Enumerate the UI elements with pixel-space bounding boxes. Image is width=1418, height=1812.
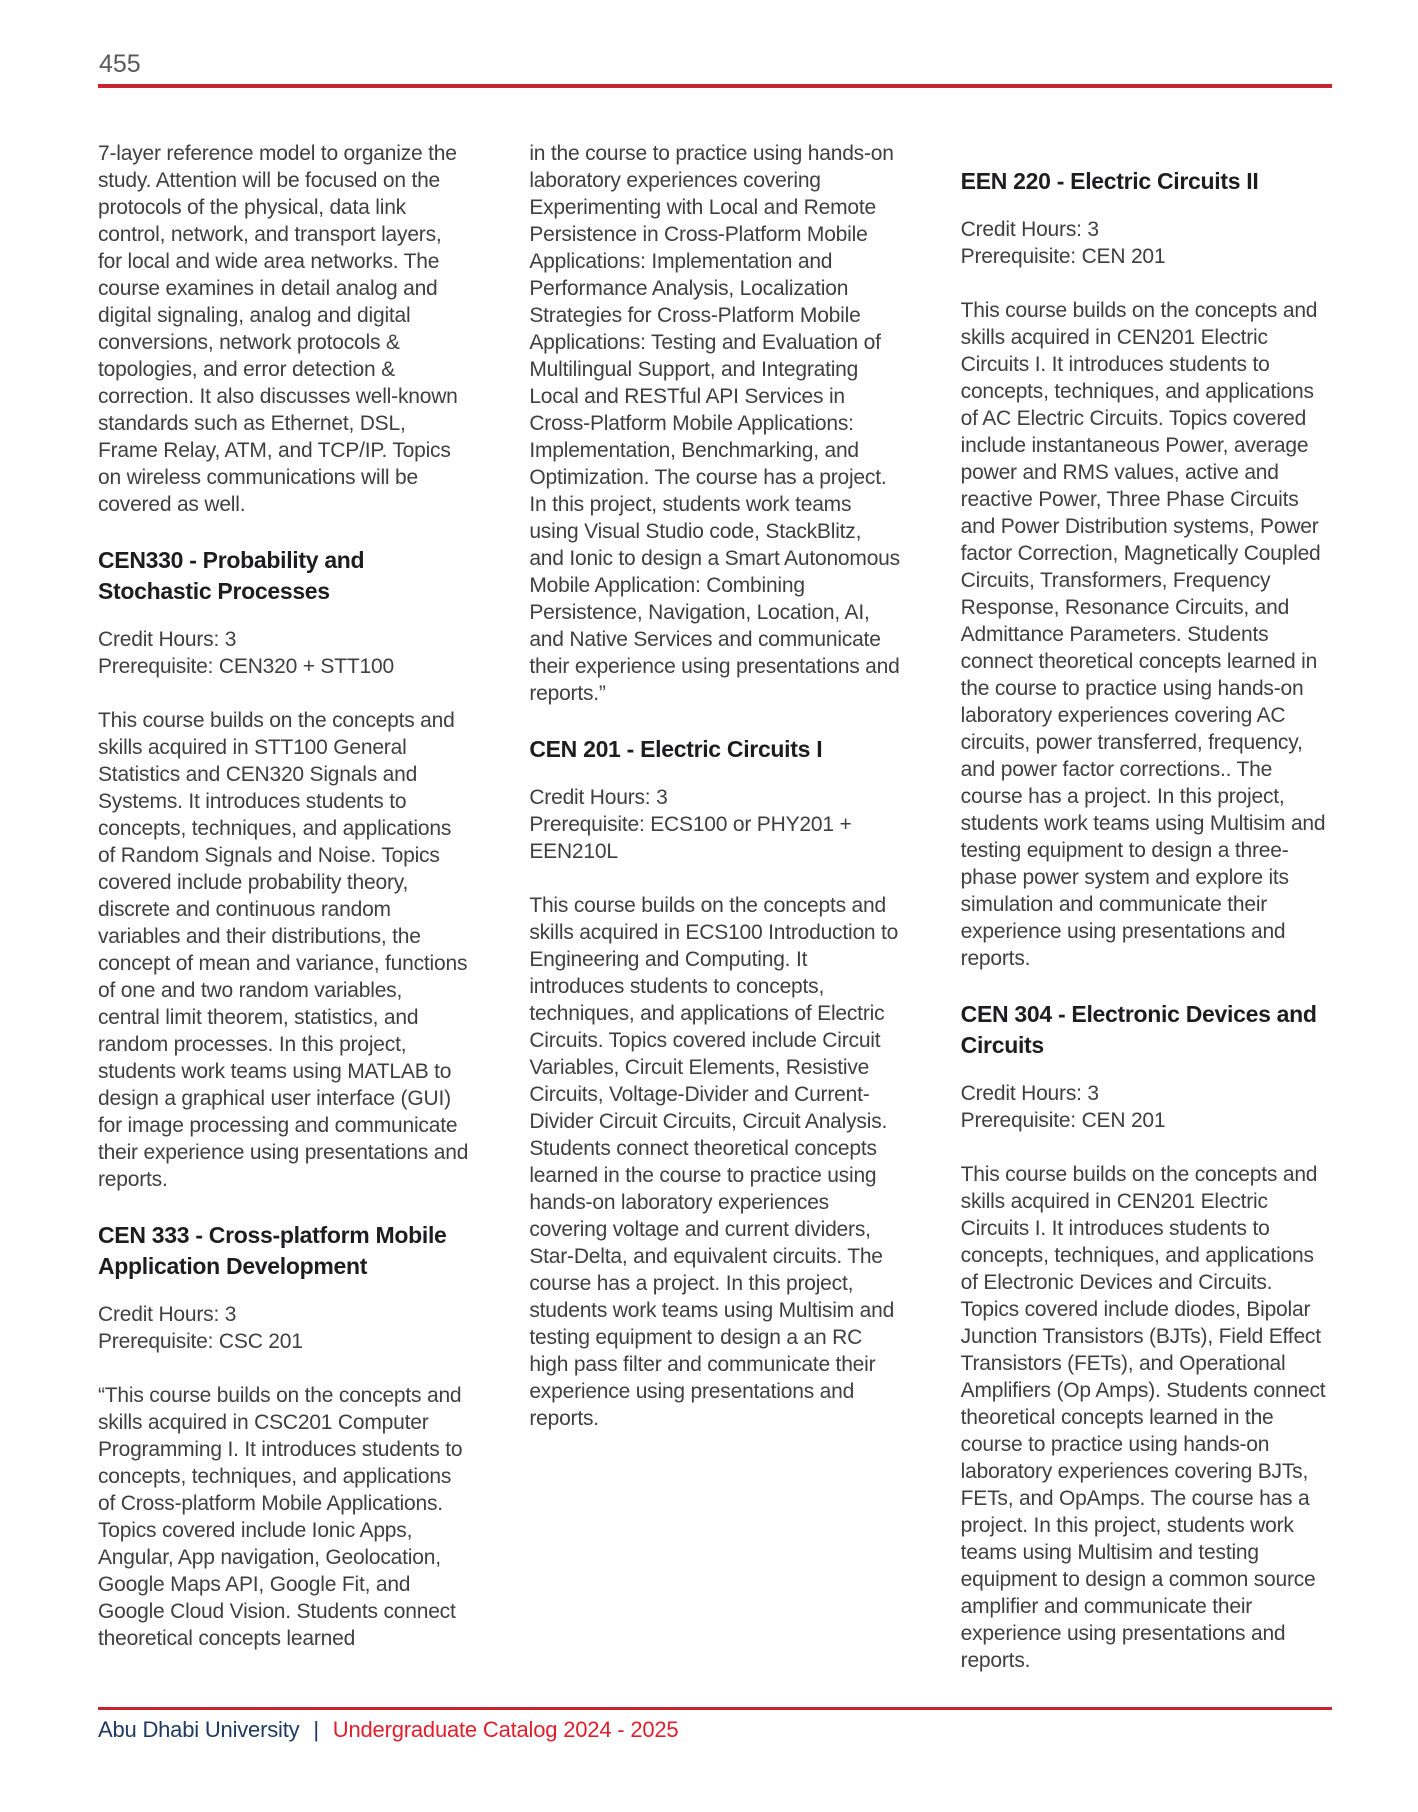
prerequisite: Prerequisite: ECS100 or PHY201 + EEN210L <box>529 813 852 863</box>
course-cen330 <box>98 545 469 1193</box>
column-1 <box>98 140 469 1679</box>
credit-hours: Credit Hours: 3 <box>960 218 1099 241</box>
course-meta <box>98 1301 469 1355</box>
course-description: This course builds on the concepts and skills acquired in STT100 General Statistics and CEN320 Signals and Systems. It introduces students to concepts, techniques, and applications of Random Signals and Noise. Topics covered include probability theory, discrete and continuous random variables and their distributions, the concept of mean and variance, functions of one and two random variables, central limit theorem, statistics, and random processes. In this project, students work teams using MATLAB to design a graphical user interface (GUI) for image processing and communicate their experience using presentations and reports. <box>98 709 469 1191</box>
course-description: This course builds on the concepts and skills acquired in ECS100 Introduction to Engineering and Computing. It introduces students to concepts, techniques, and applications of Electric Circuits. Topics covered include Circuit Variables, Circuit Elements, Resistive Circuits, Voltage-Divider and Current-Divider Circuit Circuits, Circuit Analysis. Students connect theoretical concepts learned in the course to practice using hands-on laboratory experiences covering voltage and current dividers, Star-Delta, and equivalent circuits. The course has a project. In this project, students work teams using Multisim and testing equipment to design a an RC high pass filter and communicate their experience using presentations and reports. <box>529 894 899 1430</box>
column-2 <box>529 140 900 1459</box>
footer-catalog: Undergraduate Catalog 2024 - 2025 <box>332 1717 679 1742</box>
prerequisite: Prerequisite: CEN 201 <box>960 245 1166 268</box>
footer-rule <box>98 1707 1332 1710</box>
course-description: This course builds on the concepts and skills acquired in CEN201 Electric Circuits I. It introduces students to concepts, techniques, and applications of AC Electric Circuits. Topics covered include instantaneous Power, average power and RMS values, active and reactive Power, Three Phase Circuits and Power Distribution systems, Power factor Correction, Magnetically Coupled Circuits, Transformers, Frequency Response, Resonance Circuits, and Admittance Parameters. Students connect theoretical concepts learned in the course to practice using hands-on laboratory experiences covering AC circuits, power transferred, frequency, and power factor corrections.. The course has a project. In this project, students work teams using Multisim and testing equipment to design a three-phase power system and explore its simulation and communicate their experience using presentations and reports. <box>960 299 1326 970</box>
credit-hours: Credit Hours: 3 <box>529 786 668 809</box>
course-title: CEN 201 - Electric Circuits I <box>529 736 823 762</box>
course-meta <box>961 1080 1332 1134</box>
credit-hours: Credit Hours: 3 <box>98 1303 237 1326</box>
course-title: EEN 220 - Electric Circuits II <box>960 168 1259 194</box>
course-cen201 <box>529 734 900 1432</box>
continuation-paragraph: in the course to practice using hands-on laboratory experiences covering Experimenting with Local and Remote Persistence in Cross-Platform Mobile Applications: Implementation and Performance Analysis, Localization Strategies for Cross-Platform Mobile Applications: Testing and Evaluation of Multilingual Support, and Integrating Local and RESTful API Services in Cross-Platform Mobile Applications: Implementation, Benchmarking, and Optimization. The course has a project. In this project, students work teams using Visual Studio code, StackBlitz, and Ionic to design a Smart Autonomous Mobile Application: Combining Persistence, Navigation, Location, AI, and Native Services and communicate their experience using presentations and reports.” <box>529 142 900 705</box>
page-number: 455 <box>99 50 141 78</box>
continuation-paragraph: 7-layer reference model to organize the study. Attention will be focused on the protocols of the physical, data link control, network, and transport layers, for local and wide area networks. The course examines in detail analog and digital signaling, analog and digital conversions, network protocols & topologies, and error detection & correction. It also discusses well-known standards such as Ethernet, DSL, Frame Relay, ATM, and TCP/IP. Topics on wireless communications will be covered as well. <box>98 142 458 516</box>
column-3 <box>961 140 1332 1701</box>
footer-separator: | <box>313 1717 319 1742</box>
prerequisite: Prerequisite: CEN320 + STT100 <box>98 655 394 678</box>
footer <box>98 1716 678 1744</box>
course-description: This course builds on the concepts and skills acquired in CEN201 Electric Circuits I. It introduces students to concepts, techniques, and applications of Electronic Devices and Circuits. Topics covered include diodes, Bipolar Junction Transistors (BJTs), Field Effect Transistors (FETs), and Operational Amplifiers (Op Amps). Students connect theoretical concepts learned in the course to practice using hands-on laboratory experiences covering BJTs, FETs, and OpAmps. The course has a project. In this project, students work teams using Multisim and testing equipment to design a common source amplifier and communicate their experience using presentations and reports. <box>960 1163 1326 1672</box>
footer-university: Abu Dhabi University <box>98 1717 300 1742</box>
prerequisite: Prerequisite: CSC 201 <box>98 1330 303 1353</box>
course-cen333 <box>98 1220 469 1652</box>
credit-hours: Credit Hours: 3 <box>98 628 237 651</box>
header-rule <box>98 84 1332 88</box>
course-meta <box>98 626 469 680</box>
course-meta <box>961 216 1332 270</box>
credit-hours: Credit Hours: 3 <box>960 1082 1099 1105</box>
course-cen304 <box>961 999 1332 1674</box>
course-title: CEN 304 - Electronic Devices and Circuits <box>960 1001 1317 1058</box>
content-columns <box>98 140 1332 1701</box>
course-een220 <box>961 166 1332 972</box>
course-meta <box>529 784 900 865</box>
course-title: CEN330 - Probability and Stochastic Processes <box>98 547 365 604</box>
course-description: “This course builds on the concepts and skills acquired in CSC201 Computer Programming I. It introduces students to concepts, techniques, and applications of Cross-platform Mobile Applications. Topics covered include Ionic Apps, Angular, App navigation, Geolocation, Google Maps API, Google Fit, and Google Cloud Vision. Students connect theoretical concepts learned <box>98 1384 463 1650</box>
prerequisite: Prerequisite: CEN 201 <box>960 1109 1166 1132</box>
course-title: CEN 333 - Cross-platform Mobile Application Development <box>98 1222 447 1279</box>
